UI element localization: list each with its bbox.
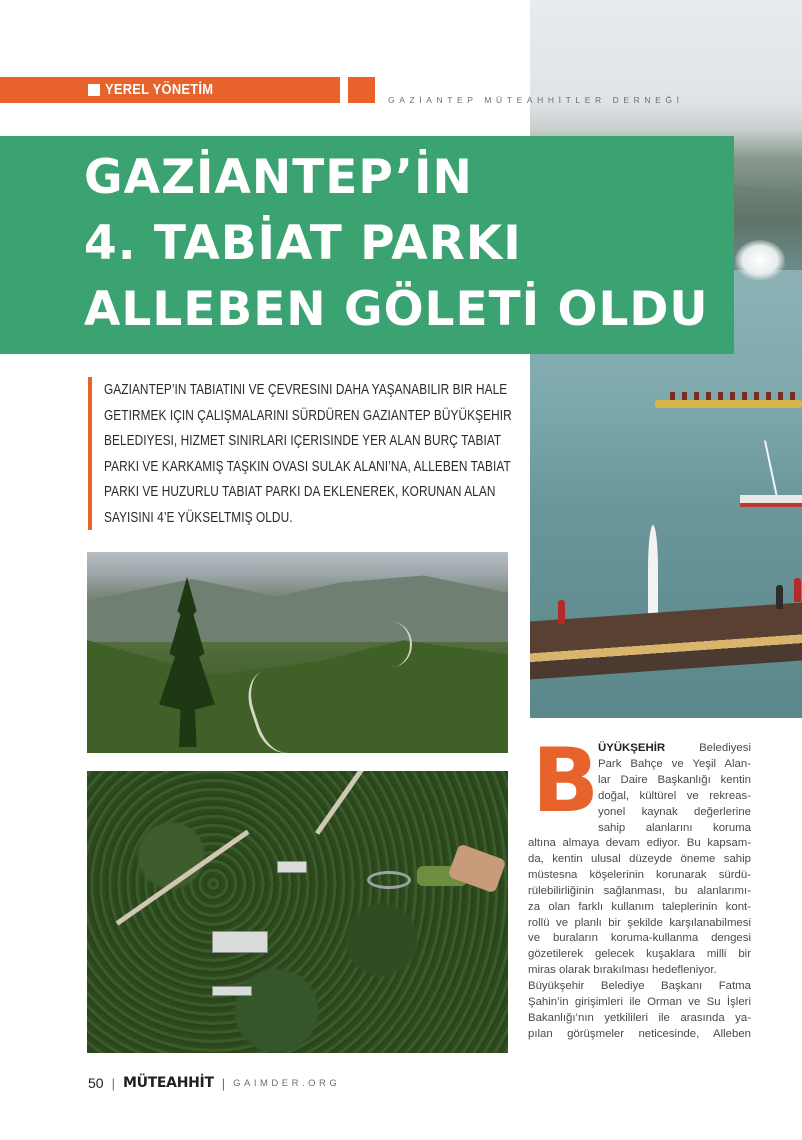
lake-mast	[764, 440, 778, 497]
lead-word: ÜYÜKŞEHİR	[598, 742, 666, 754]
body-line: gözetilerek gelecek kuşaklara milli bir	[528, 948, 751, 961]
aerial-building	[212, 931, 268, 953]
drop-cap: B	[532, 729, 600, 832]
body-line: Büyükşehir Belediye Başkanı Fatma	[528, 980, 751, 993]
body-line: pılan görüşmeler neticesinde, Alleben	[528, 1027, 751, 1040]
title-block	[0, 136, 734, 354]
lead-text: GAZIANTEP’IN TABIATINI VE ÇEVRESINI DAHA YAŞANABILIR BIR HALE GETIRMEK IÇIN ÇALIŞMALARINI SÜRDÜREN GAZIANTEP BÜYÜKŞEHIR BELEDIYESI, HIZMET SINIRLARI IÇERISINDE YER ALAN BURÇ TABIAT PARKI VE KARKAMIŞ TAŞKIN OVASI SULAK ALANI’NA, ALLEBEN TABIAT PARKI VE HUZURLU TABIAT PARKI DA EKLENEREK, KORUNAN ALAN SAYISINI 4’E YÜKSELTMIŞ OLDU.	[104, 381, 512, 526]
body-line: Şahin’in girişimleri ile Orman ve Su İşleri	[528, 996, 751, 1009]
title-line-1: GAZİANTEP’İN	[84, 150, 473, 205]
title-line-3: ALLEBEN GÖLETİ OLDU	[84, 282, 709, 337]
section-label: YEREL YÖNETİM	[105, 81, 214, 98]
forest-valley-photo	[87, 552, 508, 753]
lake-rowers	[670, 392, 800, 400]
body-line: lar Daire Başkanlığı kentin	[598, 773, 751, 786]
body-line	[598, 741, 751, 757]
forest-aerial-photo	[87, 771, 508, 1053]
aerial-road	[116, 830, 250, 926]
body-line: ve buraların koruma-kullanma dengesi	[528, 932, 751, 945]
magazine-name: MÜTEAHHİT	[122, 1075, 214, 1091]
body-text-wide	[528, 836, 751, 1043]
body-line: Park Bahçe ve Yeşil Alan-	[598, 757, 751, 770]
aerial-building	[277, 861, 307, 873]
aerial-building	[212, 986, 252, 996]
body-line: müstesna köşelerinin korunarak sürdü-	[528, 868, 751, 881]
section-tab	[348, 77, 375, 103]
photo-ridge	[87, 572, 508, 642]
lead-paragraph	[88, 377, 516, 530]
photo-road	[372, 622, 412, 667]
body-line: da, kentin ulusal düzeyde öneme sahip	[528, 852, 751, 865]
body-line: za olan farklı kullanım taleplerinin kont-	[528, 900, 751, 913]
website-link[interactable]: GAIMDER.ORG	[233, 1077, 341, 1089]
section-bar	[0, 77, 340, 103]
section-square-icon	[88, 84, 100, 96]
lake-dragon-boat	[655, 400, 802, 408]
lake-flag	[648, 525, 658, 615]
body-line: rollü ve planlı bir şekilde karşılanabilmesi	[528, 916, 751, 929]
lake-person	[776, 585, 783, 609]
body-line: sahip alanlarını koruma	[598, 821, 751, 834]
body-line-text: Belediyesi	[665, 742, 751, 754]
lake-sailboat	[740, 495, 802, 507]
lake-pier	[530, 602, 802, 679]
association-name: GAZİANTEP MÜTEAHHİTLER DERNEĞİ	[388, 95, 684, 105]
title-line-2: 4. TABİAT PARKI	[84, 216, 522, 271]
aerial-ring-structure	[367, 871, 411, 889]
aerial-road	[315, 771, 388, 835]
body-line: doğal, kültürel ve rekreas-	[598, 789, 751, 802]
body-line: altına almaya devam ediyor. Bu kapsam-	[528, 837, 751, 849]
page-number: 50	[88, 1075, 104, 1091]
footer-separator: |	[221, 1075, 226, 1091]
lake-person	[794, 578, 801, 602]
page-footer	[88, 1075, 340, 1091]
body-line: yonel kaynak değerlerine	[598, 805, 751, 818]
lake-photo	[530, 0, 802, 718]
footer-separator: |	[111, 1075, 115, 1091]
lake-fountain	[735, 240, 785, 280]
body-line: miras olarak bırakılması hedefleniyor.	[528, 964, 717, 977]
body-text-narrow	[598, 741, 751, 836]
lake-person	[558, 600, 565, 624]
body-line: Bakanlığı’nın yetkilileri ile arasında ya-	[528, 1011, 751, 1024]
body-line: rülebilirliğinin sağlanması, bu alanlarımı-	[528, 884, 751, 897]
